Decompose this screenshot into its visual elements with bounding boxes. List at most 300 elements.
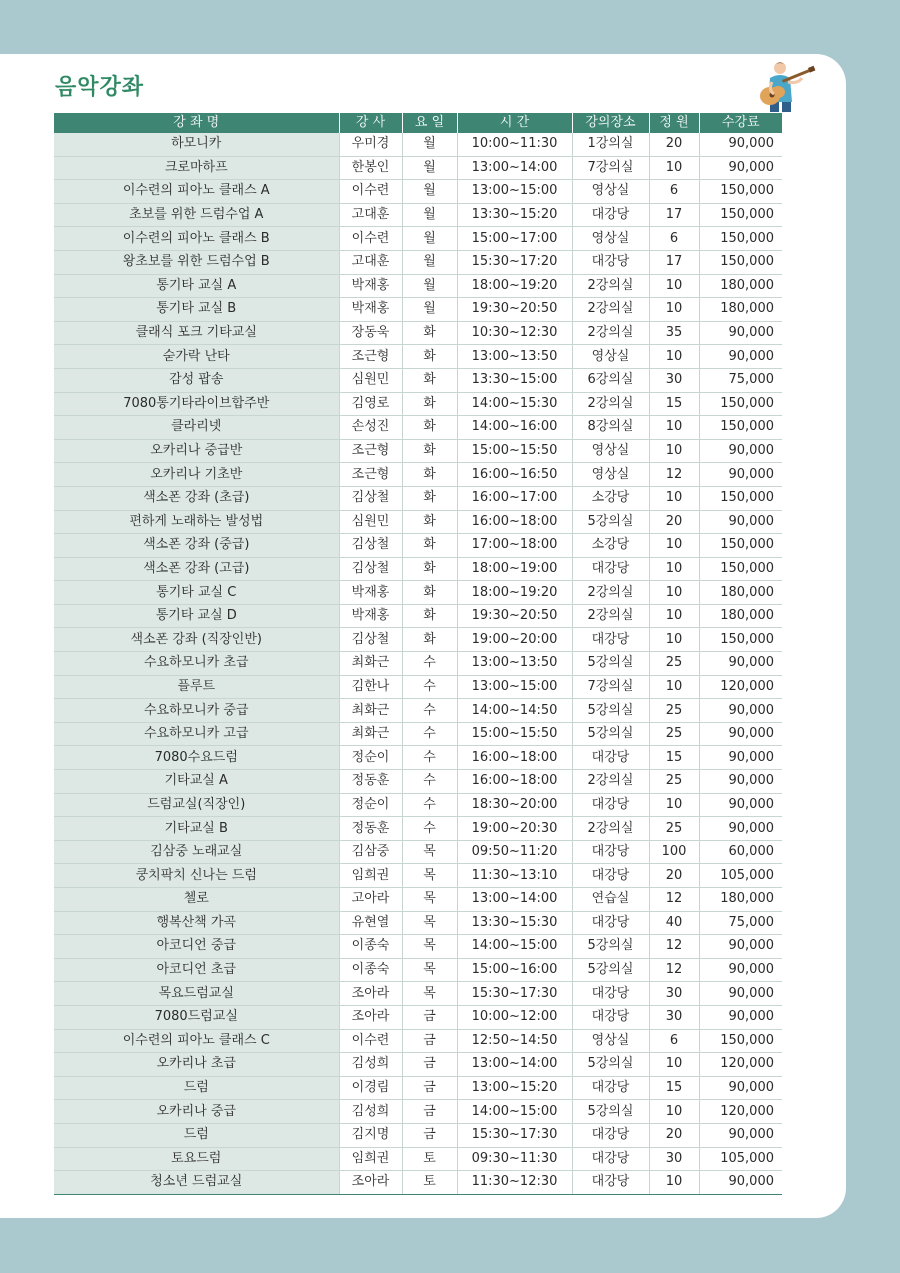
time-cell: 10:00~12:00 xyxy=(457,1005,572,1029)
capacity-cell: 10 xyxy=(649,581,699,605)
location-cell: 영상실 xyxy=(572,227,649,251)
capacity-cell: 15 xyxy=(649,392,699,416)
location-cell: 5강의실 xyxy=(572,652,649,676)
fee-cell: 180,000 xyxy=(699,581,782,605)
table-row xyxy=(54,510,782,534)
fee-cell: 150,000 xyxy=(699,628,782,652)
course-name-cell: 수요하모니카 고급 xyxy=(54,722,339,746)
instructor-cell: 고대훈 xyxy=(339,203,402,227)
time-cell: 13:00~14:00 xyxy=(457,156,572,180)
day-cell: 수 xyxy=(402,793,457,817)
course-name-cell: 클래식 포크 기타교실 xyxy=(54,321,339,345)
instructor-cell: 정순이 xyxy=(339,746,402,770)
location-cell: 7강의실 xyxy=(572,675,649,699)
fee-cell: 90,000 xyxy=(699,958,782,982)
time-cell: 14:00~15:00 xyxy=(457,1100,572,1124)
instructor-cell: 조근형 xyxy=(339,463,402,487)
time-cell: 14:00~15:30 xyxy=(457,392,572,416)
day-cell: 화 xyxy=(402,604,457,628)
day-cell: 목 xyxy=(402,840,457,864)
fee-cell: 150,000 xyxy=(699,416,782,440)
location-cell: 2강의실 xyxy=(572,604,649,628)
table-row xyxy=(54,557,782,581)
capacity-cell: 25 xyxy=(649,699,699,723)
course-name-cell: 초보를 위한 드럼수업 A xyxy=(54,203,339,227)
fee-cell: 90,000 xyxy=(699,935,782,959)
fee-cell: 90,000 xyxy=(699,1076,782,1100)
table-row xyxy=(54,1029,782,1053)
capacity-cell: 35 xyxy=(649,321,699,345)
time-cell: 11:30~12:30 xyxy=(457,1171,572,1195)
fee-cell: 90,000 xyxy=(699,817,782,841)
day-cell: 금 xyxy=(402,1076,457,1100)
table-row xyxy=(54,133,782,156)
location-cell: 소강당 xyxy=(572,486,649,510)
capacity-cell: 30 xyxy=(649,368,699,392)
time-cell: 10:30~12:30 xyxy=(457,321,572,345)
instructor-cell: 김성희 xyxy=(339,1100,402,1124)
capacity-cell: 15 xyxy=(649,746,699,770)
fee-cell: 60,000 xyxy=(699,840,782,864)
music-course-table xyxy=(54,113,782,1195)
table-row xyxy=(54,958,782,982)
course-name-cell: 왕초보를 위한 드럼수업 B xyxy=(54,250,339,274)
instructor-cell: 손성진 xyxy=(339,416,402,440)
guitar-player-illustration xyxy=(748,58,818,114)
table-body xyxy=(54,133,782,1194)
instructor-cell: 정동훈 xyxy=(339,770,402,794)
time-cell: 18:00~19:20 xyxy=(457,581,572,605)
day-cell: 화 xyxy=(402,628,457,652)
instructor-cell: 임희권 xyxy=(339,864,402,888)
fee-cell: 90,000 xyxy=(699,722,782,746)
time-cell: 15:30~17:30 xyxy=(457,1123,572,1147)
time-cell: 10:00~11:30 xyxy=(457,133,572,156)
music-course-table-container xyxy=(54,113,782,1195)
course-name-cell: 드럼교실(직장인) xyxy=(54,793,339,817)
location-cell: 2강의실 xyxy=(572,274,649,298)
time-cell: 17:00~18:00 xyxy=(457,534,572,558)
day-cell: 화 xyxy=(402,534,457,558)
location-cell: 대강당 xyxy=(572,864,649,888)
day-cell: 월 xyxy=(402,298,457,322)
day-cell: 금 xyxy=(402,1123,457,1147)
fee-cell: 90,000 xyxy=(699,652,782,676)
fee-cell: 90,000 xyxy=(699,156,782,180)
time-cell: 18:00~19:00 xyxy=(457,557,572,581)
day-cell: 화 xyxy=(402,416,457,440)
course-name-cell: 이수련의 피아노 클래스 A xyxy=(54,180,339,204)
table-row xyxy=(54,368,782,392)
course-name-cell: 플루트 xyxy=(54,675,339,699)
table-row xyxy=(54,652,782,676)
fee-cell: 90,000 xyxy=(699,1171,782,1195)
fee-cell: 90,000 xyxy=(699,746,782,770)
instructor-cell: 이경림 xyxy=(339,1076,402,1100)
time-cell: 15:30~17:30 xyxy=(457,982,572,1006)
course-name-cell: 행복산책 가곡 xyxy=(54,911,339,935)
capacity-cell: 20 xyxy=(649,133,699,156)
capacity-cell: 20 xyxy=(649,1123,699,1147)
header-fee: 수강료 xyxy=(699,113,782,133)
location-cell: 영상실 xyxy=(572,439,649,463)
instructor-cell: 박재홍 xyxy=(339,274,402,298)
time-cell: 16:00~18:00 xyxy=(457,770,572,794)
table-row xyxy=(54,486,782,510)
capacity-cell: 10 xyxy=(649,1100,699,1124)
instructor-cell: 김삼중 xyxy=(339,840,402,864)
instructor-cell: 심원민 xyxy=(339,510,402,534)
location-cell: 대강당 xyxy=(572,1005,649,1029)
course-name-cell: 김삼중 노래교실 xyxy=(54,840,339,864)
location-cell: 영상실 xyxy=(572,180,649,204)
instructor-cell: 조아라 xyxy=(339,1005,402,1029)
day-cell: 화 xyxy=(402,557,457,581)
time-cell: 13:30~15:30 xyxy=(457,911,572,935)
time-cell: 13:00~15:00 xyxy=(457,675,572,699)
course-name-cell: 오카리나 기초반 xyxy=(54,463,339,487)
fee-cell: 90,000 xyxy=(699,699,782,723)
table-row xyxy=(54,416,782,440)
location-cell: 7강의실 xyxy=(572,156,649,180)
location-cell: 2강의실 xyxy=(572,817,649,841)
day-cell: 화 xyxy=(402,392,457,416)
header-instructor: 강 사 xyxy=(339,113,402,133)
course-name-cell: 오카리나 중급 xyxy=(54,1100,339,1124)
time-cell: 11:30~13:10 xyxy=(457,864,572,888)
day-cell: 월 xyxy=(402,203,457,227)
instructor-cell: 정동훈 xyxy=(339,817,402,841)
table-row xyxy=(54,840,782,864)
day-cell: 수 xyxy=(402,817,457,841)
table-row xyxy=(54,298,782,322)
table-row xyxy=(54,250,782,274)
table-row xyxy=(54,604,782,628)
location-cell: 연습실 xyxy=(572,888,649,912)
day-cell: 화 xyxy=(402,463,457,487)
day-cell: 목 xyxy=(402,888,457,912)
instructor-cell: 심원민 xyxy=(339,368,402,392)
course-name-cell: 드럼 xyxy=(54,1076,339,1100)
header-course-name: 강 좌 명 xyxy=(54,113,339,133)
time-cell: 09:50~11:20 xyxy=(457,840,572,864)
location-cell: 대강당 xyxy=(572,203,649,227)
location-cell: 대강당 xyxy=(572,1076,649,1100)
instructor-cell: 이수련 xyxy=(339,180,402,204)
day-cell: 목 xyxy=(402,935,457,959)
capacity-cell: 10 xyxy=(649,486,699,510)
fee-cell: 150,000 xyxy=(699,557,782,581)
location-cell: 대강당 xyxy=(572,982,649,1006)
day-cell: 금 xyxy=(402,1005,457,1029)
instructor-cell: 장동욱 xyxy=(339,321,402,345)
instructor-cell: 고대훈 xyxy=(339,250,402,274)
location-cell: 소강당 xyxy=(572,534,649,558)
time-cell: 13:00~13:50 xyxy=(457,345,572,369)
day-cell: 금 xyxy=(402,1100,457,1124)
table-row xyxy=(54,770,782,794)
day-cell: 토 xyxy=(402,1171,457,1195)
day-cell: 화 xyxy=(402,510,457,534)
course-name-cell: 색소폰 강좌 (고급) xyxy=(54,557,339,581)
fee-cell: 150,000 xyxy=(699,486,782,510)
table-row xyxy=(54,345,782,369)
day-cell: 수 xyxy=(402,652,457,676)
location-cell: 8강의실 xyxy=(572,416,649,440)
fee-cell: 75,000 xyxy=(699,911,782,935)
time-cell: 13:00~14:00 xyxy=(457,888,572,912)
day-cell: 목 xyxy=(402,958,457,982)
table-row xyxy=(54,982,782,1006)
time-cell: 19:30~20:50 xyxy=(457,604,572,628)
day-cell: 월 xyxy=(402,180,457,204)
day-cell: 수 xyxy=(402,722,457,746)
instructor-cell: 조근형 xyxy=(339,439,402,463)
time-cell: 19:00~20:30 xyxy=(457,817,572,841)
course-name-cell: 첼로 xyxy=(54,888,339,912)
location-cell: 5강의실 xyxy=(572,699,649,723)
day-cell: 월 xyxy=(402,227,457,251)
course-name-cell: 아코디언 초급 xyxy=(54,958,339,982)
day-cell: 목 xyxy=(402,864,457,888)
table-row xyxy=(54,675,782,699)
day-cell: 월 xyxy=(402,156,457,180)
time-cell: 18:00~19:20 xyxy=(457,274,572,298)
capacity-cell: 10 xyxy=(649,628,699,652)
capacity-cell: 25 xyxy=(649,770,699,794)
table-row xyxy=(54,888,782,912)
location-cell: 영상실 xyxy=(572,1029,649,1053)
time-cell: 16:00~18:00 xyxy=(457,510,572,534)
table-row xyxy=(54,439,782,463)
header-time: 시 간 xyxy=(457,113,572,133)
fee-cell: 90,000 xyxy=(699,1005,782,1029)
day-cell: 금 xyxy=(402,1053,457,1077)
course-name-cell: 색소폰 강좌 (직장인반) xyxy=(54,628,339,652)
capacity-cell: 100 xyxy=(649,840,699,864)
time-cell: 16:00~18:00 xyxy=(457,746,572,770)
capacity-cell: 12 xyxy=(649,888,699,912)
time-cell: 14:00~16:00 xyxy=(457,416,572,440)
instructor-cell: 김성희 xyxy=(339,1053,402,1077)
time-cell: 12:50~14:50 xyxy=(457,1029,572,1053)
course-name-cell: 크로마하프 xyxy=(54,156,339,180)
location-cell: 5강의실 xyxy=(572,722,649,746)
page-title: 음악강좌 xyxy=(55,75,145,100)
capacity-cell: 30 xyxy=(649,1005,699,1029)
instructor-cell: 조아라 xyxy=(339,982,402,1006)
instructor-cell: 한봉인 xyxy=(339,156,402,180)
table-row xyxy=(54,180,782,204)
time-cell: 16:00~16:50 xyxy=(457,463,572,487)
day-cell: 수 xyxy=(402,746,457,770)
fee-cell: 90,000 xyxy=(699,510,782,534)
capacity-cell: 10 xyxy=(649,1171,699,1195)
table-row xyxy=(54,1076,782,1100)
time-cell: 19:30~20:50 xyxy=(457,298,572,322)
location-cell: 영상실 xyxy=(572,345,649,369)
table-row xyxy=(54,581,782,605)
time-cell: 18:30~20:00 xyxy=(457,793,572,817)
capacity-cell: 6 xyxy=(649,180,699,204)
table-row xyxy=(54,1005,782,1029)
instructor-cell: 우미경 xyxy=(339,133,402,156)
location-cell: 대강당 xyxy=(572,250,649,274)
capacity-cell: 15 xyxy=(649,1076,699,1100)
fee-cell: 180,000 xyxy=(699,604,782,628)
course-name-cell: 7080드럼교실 xyxy=(54,1005,339,1029)
course-name-cell: 쿵치팍치 신나는 드럼 xyxy=(54,864,339,888)
fee-cell: 105,000 xyxy=(699,1147,782,1171)
course-name-cell: 오카리나 중급반 xyxy=(54,439,339,463)
header-day: 요 일 xyxy=(402,113,457,133)
fee-cell: 180,000 xyxy=(699,888,782,912)
location-cell: 대강당 xyxy=(572,1123,649,1147)
course-name-cell: 감성 팝송 xyxy=(54,368,339,392)
fee-cell: 150,000 xyxy=(699,1029,782,1053)
instructor-cell: 김상철 xyxy=(339,534,402,558)
table-row xyxy=(54,321,782,345)
time-cell: 15:00~17:00 xyxy=(457,227,572,251)
instructor-cell: 최화근 xyxy=(339,722,402,746)
time-cell: 15:30~17:20 xyxy=(457,250,572,274)
course-name-cell: 통기타 교실 A xyxy=(54,274,339,298)
table-row xyxy=(54,1053,782,1077)
fee-cell: 90,000 xyxy=(699,345,782,369)
course-name-cell: 7080통기타라이브합주반 xyxy=(54,392,339,416)
capacity-cell: 30 xyxy=(649,982,699,1006)
capacity-cell: 6 xyxy=(649,227,699,251)
instructor-cell: 조근형 xyxy=(339,345,402,369)
course-name-cell: 이수련의 피아노 클래스 C xyxy=(54,1029,339,1053)
table-row xyxy=(54,156,782,180)
fee-cell: 90,000 xyxy=(699,1123,782,1147)
table-header-row xyxy=(54,113,782,133)
capacity-cell: 10 xyxy=(649,416,699,440)
location-cell: 1강의실 xyxy=(572,133,649,156)
capacity-cell: 25 xyxy=(649,817,699,841)
time-cell: 15:00~16:00 xyxy=(457,958,572,982)
table-row xyxy=(54,203,782,227)
instructor-cell: 이종숙 xyxy=(339,935,402,959)
instructor-cell: 임희권 xyxy=(339,1147,402,1171)
time-cell: 13:30~15:20 xyxy=(457,203,572,227)
day-cell: 화 xyxy=(402,439,457,463)
time-cell: 16:00~17:00 xyxy=(457,486,572,510)
time-cell: 14:00~15:00 xyxy=(457,935,572,959)
fee-cell: 150,000 xyxy=(699,534,782,558)
course-name-cell: 아코디언 중급 xyxy=(54,935,339,959)
table-row xyxy=(54,935,782,959)
course-name-cell: 통기타 교실 B xyxy=(54,298,339,322)
table-row xyxy=(54,911,782,935)
location-cell: 대강당 xyxy=(572,628,649,652)
capacity-cell: 20 xyxy=(649,510,699,534)
table-row xyxy=(54,793,782,817)
location-cell: 2강의실 xyxy=(572,392,649,416)
capacity-cell: 10 xyxy=(649,156,699,180)
capacity-cell: 10 xyxy=(649,1053,699,1077)
table-row xyxy=(54,1147,782,1171)
day-cell: 토 xyxy=(402,1147,457,1171)
course-name-cell: 토요드럼 xyxy=(54,1147,339,1171)
fee-cell: 75,000 xyxy=(699,368,782,392)
fee-cell: 180,000 xyxy=(699,298,782,322)
course-name-cell: 기타교실 B xyxy=(54,817,339,841)
table-row xyxy=(54,746,782,770)
capacity-cell: 10 xyxy=(649,557,699,581)
instructor-cell: 이종숙 xyxy=(339,958,402,982)
fee-cell: 150,000 xyxy=(699,392,782,416)
instructor-cell: 이수련 xyxy=(339,227,402,251)
location-cell: 2강의실 xyxy=(572,298,649,322)
location-cell: 대강당 xyxy=(572,793,649,817)
fee-cell: 90,000 xyxy=(699,321,782,345)
fee-cell: 150,000 xyxy=(699,203,782,227)
fee-cell: 120,000 xyxy=(699,1100,782,1124)
course-name-cell: 수요하모니카 초급 xyxy=(54,652,339,676)
location-cell: 6강의실 xyxy=(572,368,649,392)
instructor-cell: 고아라 xyxy=(339,888,402,912)
table-row xyxy=(54,817,782,841)
time-cell: 09:30~11:30 xyxy=(457,1147,572,1171)
day-cell: 화 xyxy=(402,581,457,605)
time-cell: 13:00~13:50 xyxy=(457,652,572,676)
fee-cell: 150,000 xyxy=(699,180,782,204)
instructor-cell: 최화근 xyxy=(339,652,402,676)
day-cell: 수 xyxy=(402,770,457,794)
time-cell: 13:30~15:00 xyxy=(457,368,572,392)
time-cell: 13:00~14:00 xyxy=(457,1053,572,1077)
course-name-cell: 드럼 xyxy=(54,1123,339,1147)
location-cell: 5강의실 xyxy=(572,935,649,959)
day-cell: 화 xyxy=(402,486,457,510)
capacity-cell: 10 xyxy=(649,534,699,558)
day-cell: 월 xyxy=(402,250,457,274)
instructor-cell: 박재홍 xyxy=(339,604,402,628)
location-cell: 2강의실 xyxy=(572,770,649,794)
day-cell: 화 xyxy=(402,345,457,369)
location-cell: 2강의실 xyxy=(572,581,649,605)
table-row xyxy=(54,864,782,888)
capacity-cell: 10 xyxy=(649,793,699,817)
course-name-cell: 7080수요드럼 xyxy=(54,746,339,770)
table-row xyxy=(54,1123,782,1147)
location-cell: 5강의실 xyxy=(572,510,649,534)
capacity-cell: 25 xyxy=(649,652,699,676)
table-row xyxy=(54,534,782,558)
fee-cell: 150,000 xyxy=(699,250,782,274)
day-cell: 목 xyxy=(402,982,457,1006)
table-row xyxy=(54,392,782,416)
location-cell: 대강당 xyxy=(572,746,649,770)
location-cell: 대강당 xyxy=(572,1171,649,1195)
location-cell: 5강의실 xyxy=(572,958,649,982)
location-cell: 영상실 xyxy=(572,463,649,487)
table-row xyxy=(54,1171,782,1195)
table-row xyxy=(54,227,782,251)
header-location: 강의장소 xyxy=(572,113,649,133)
fee-cell: 90,000 xyxy=(699,793,782,817)
time-cell: 15:00~15:50 xyxy=(457,722,572,746)
instructor-cell: 조아라 xyxy=(339,1171,402,1195)
instructor-cell: 박재홍 xyxy=(339,298,402,322)
table-row xyxy=(54,699,782,723)
course-name-cell: 클라리넷 xyxy=(54,416,339,440)
day-cell: 화 xyxy=(402,321,457,345)
capacity-cell: 20 xyxy=(649,864,699,888)
course-name-cell: 색소폰 강좌 (중급) xyxy=(54,534,339,558)
